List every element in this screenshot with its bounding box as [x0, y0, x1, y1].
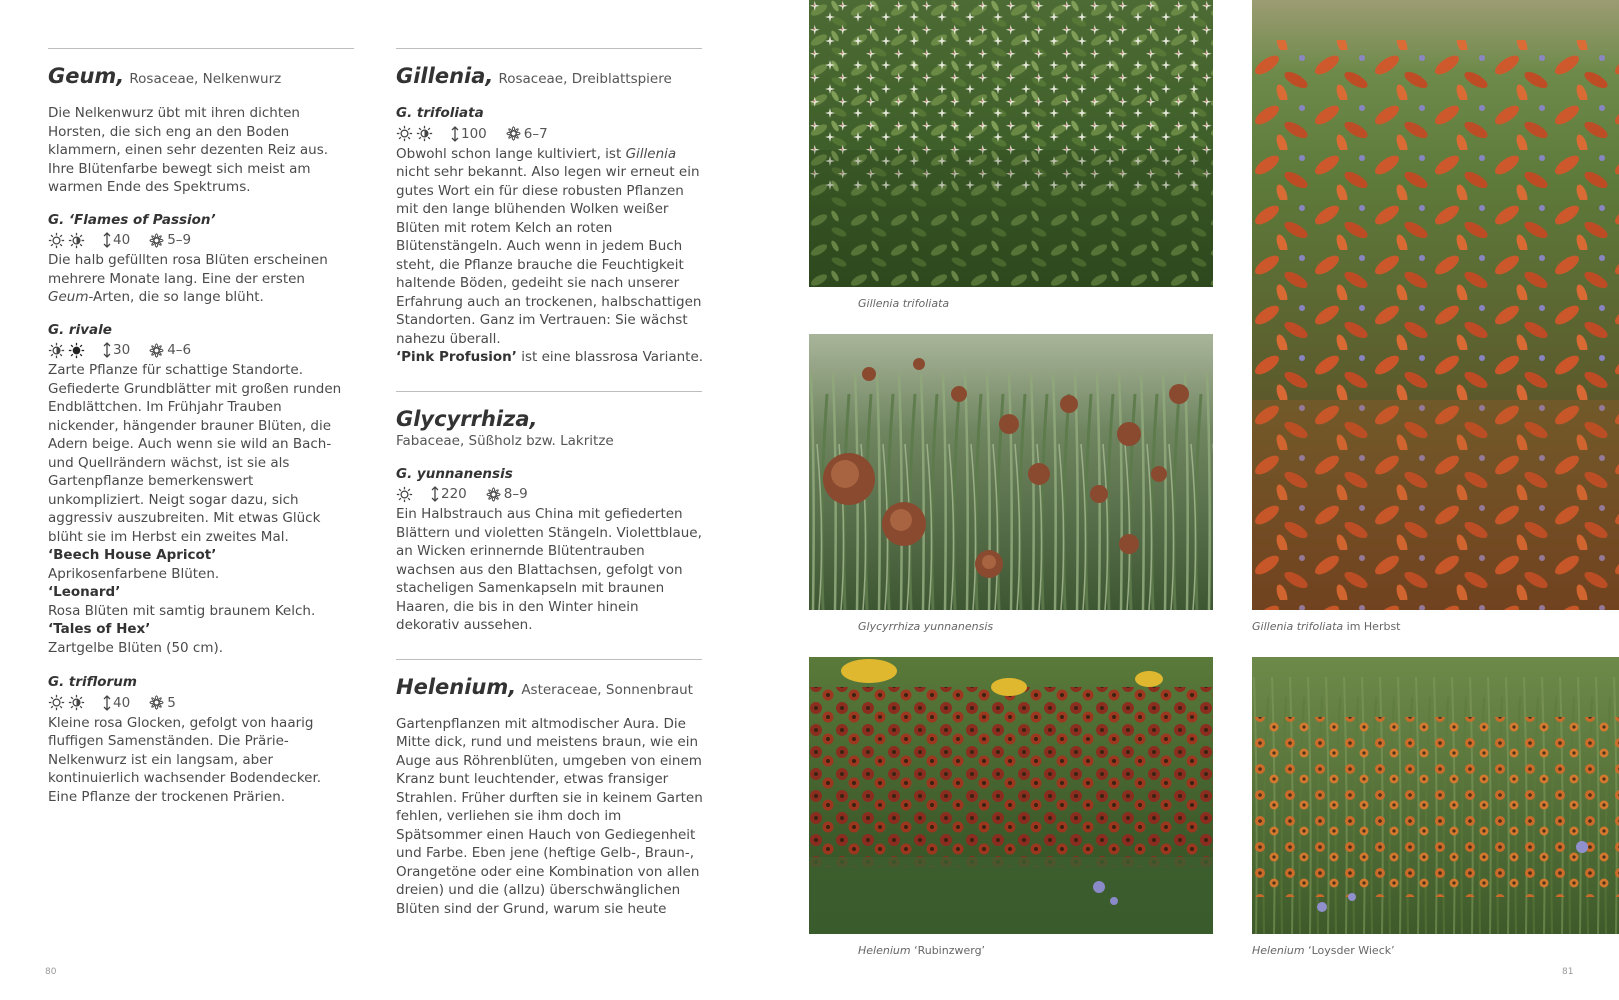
bloom-value: 5 [148, 693, 176, 713]
bloom-value: 4–6 [148, 340, 191, 360]
column-1 [48, 48, 348, 820]
height-value: 220 [431, 484, 467, 504]
photo-helenium-loysder-wieck [1252, 657, 1619, 934]
species-entry-yunnanensis [396, 465, 704, 635]
light-icons [48, 232, 85, 249]
species-description: Ein Halbstrauch aus China mit gefiederten Blättern und violetten Stängeln. Violettblaue, an Wicken erinnernde Blütentrauben wachsen aus den Blattachsen, gefolgt von stacheligen Samenkapseln mit braunen Haaren, die bis in den Winter hinein dekorativ aussehen. [396, 506, 702, 634]
height-arrow-icon [431, 486, 439, 502]
species-entry-trifoliata [396, 104, 704, 367]
cultivar-description: Zartgelbe Blüten (50 cm). [48, 639, 224, 656]
photo-caption: Helenium ‘Rubinzwerg’ [858, 944, 986, 957]
column-2 [396, 48, 704, 932]
genus-heading-gillenia: Gillenia, Rosaceae, Dreiblattspiere [396, 64, 672, 88]
half-shade-icon [48, 342, 65, 359]
species-name: G. triflorum [48, 674, 137, 691]
photo-helenium-rubinzwerg [809, 657, 1213, 934]
height-arrow-icon [103, 232, 111, 248]
photo-caption: Helenium ‘Loysder Wieck’ [1252, 944, 1395, 957]
genus-heading-glycyrrhiza: Glycyrrhiza, Fabaceae, Süßholz bzw. Lakritze [396, 406, 614, 450]
flower-icon [485, 486, 502, 503]
species-entry-triflorum [48, 673, 348, 806]
genus-heading-geum [48, 63, 348, 90]
section-rule [48, 48, 354, 49]
sun-icon [396, 125, 413, 142]
species-name: G. trifoliata [396, 105, 484, 122]
species-description: Die halb gefüllten rosa Blüten erscheinen mehrere Monate lang. Eine der ersten Geum-Arten, die so lange blüht. [48, 252, 328, 306]
section-rule [396, 391, 702, 392]
photo-glycyrrhiza-yunnanensis [809, 334, 1213, 610]
light-icons [396, 486, 413, 503]
cultivar-description: Aprikosenfarbene Blüten. [48, 565, 220, 582]
photo-caption: Gillenia trifoliata im Herbst [1252, 620, 1401, 633]
photo-gillenia-autumn [1252, 0, 1619, 610]
height-value: 40 [103, 693, 130, 713]
page-number-right: 81 [1562, 967, 1574, 977]
cultivar-name: ‘Leonard’ [48, 584, 121, 601]
bloom-value: 6–7 [505, 124, 548, 144]
half-shade-icon [416, 125, 433, 142]
half-shade-icon [68, 232, 85, 249]
species-meta [396, 484, 704, 504]
cultivar-name: ‘Beech House Apricot’ [48, 547, 217, 564]
species-meta [48, 340, 348, 360]
bloom-value: 8–9 [485, 484, 528, 504]
species-description: Kleine rosa Glocken, gefolgt von haarig fluffigen Samenständen. Die Prärie-Nelkenwurz ist ein langsam, aber kontinuierlich wachsender Bodendecker. Eine Pflanze der trockenen Prärien. [48, 714, 322, 805]
cultivar-line: ‘Pink Profusion’ ist eine blassrosa Variante. [396, 349, 704, 366]
species-meta [48, 230, 348, 250]
half-shade-icon [68, 694, 85, 711]
species-description: Zarte Pflanze für schattige Standorte. Gefiederte Grundblätter mit großen runden Endblättchen. Im Frühjahr Trauben nickender, hängender brauner Blüten, die Adern beige. Auch wenn sie wild an Bach- und Quellrändern wächst, ist sie als Gartenpflanze bemerkenswert unkompliziert. Neigt sogar dazu, sich aggressiv auszubreiten. Mit etwas Glück blüht sie im Herbst ein zweites Mal. [48, 362, 342, 545]
cultivar-description: Rosa Blüten mit samtig braunem Kelch. [48, 602, 316, 619]
height-value: 100 [451, 124, 487, 144]
light-icons [48, 342, 85, 359]
height-value: 40 [103, 230, 130, 250]
species-description: Obwohl schon lange kultiviert, ist Gillenia nicht sehr bekannt. Also legen wir erneut ein gutes Wort ein für diese robusten Pflanzen mit den lange blühenden Wolken weißer Blüten mit rotem Kelch an roten Blütenstängeln. Auch wenn in jedem Buch steht, die Pflanze brauche die Feuchtigkeit haltende Böden, gedeiht sie nach unserer Erfahrung auch an trockenen, halbschattigen Standorten. Ganz im Vertrauen: Sie wächst nahezu überall. [396, 145, 702, 347]
species-entry-rivale [48, 321, 348, 658]
cultivar-name: ‘Tales of Hex’ [48, 621, 151, 638]
section-rule [396, 48, 702, 49]
photo-caption: Gillenia trifoliata [858, 297, 950, 310]
genus-intro: Gartenpflanzen mit altmodischer Aura. Die Mitte dick, rund und meistens braun, wie ein Auge aus Röhrenblüten, umgeben von einem Kranz bunt leuchtender, etwas fransiger Strahlen. Früher durften sie in keinem Garten fehlen, verliehen sie ihm doch im Spätsommer einen Hauch von Gediegenheit und Farbe. Eben jene (heftige Gelb-, Braun-, Orangetöne oder eine Kombination von allen dreien) und die (allzu) überschwänglichen Blüten sind der Grund, warum sie heute [396, 715, 703, 917]
genus-name: Geum, [48, 64, 125, 88]
species-meta [396, 124, 704, 144]
sun-icon [48, 232, 65, 249]
light-icons [48, 694, 85, 711]
species-name: G. yunnanensis [396, 465, 513, 482]
sun-icon [396, 486, 413, 503]
genus-heading-helenium: Helenium, Asteraceae, Sonnenbraut [396, 674, 693, 699]
height-arrow-icon [103, 342, 111, 358]
genus-intro: Die Nelkenwurz übt mit ihren dichten Horsten, die sich eng an den Boden klammern, einen sehr dezenten Reiz aus. Ihre Blütenfarbe bewegt sich meist am warmen Ende des Spektrums. [48, 105, 329, 196]
species-entry-flames [48, 211, 348, 307]
flower-icon [148, 342, 165, 359]
shade-icon [68, 342, 85, 359]
height-value: 30 [103, 340, 130, 360]
sun-icon [48, 694, 65, 711]
height-arrow-icon [103, 695, 111, 711]
section-rule [396, 659, 702, 660]
species-meta [48, 693, 348, 713]
species-name: G. ‘Flames of Passion’ [48, 211, 216, 228]
species-name: G. rivale [48, 321, 112, 338]
genus-family: Rosaceae, Nelkenwurz [129, 71, 282, 87]
photo-gillenia-trifoliata [809, 0, 1213, 287]
photo-caption: Glycyrrhiza yunnanensis [858, 620, 994, 633]
light-icons [396, 125, 433, 142]
page-number-left: 80 [45, 967, 57, 977]
height-arrow-icon [451, 126, 459, 142]
flower-icon [505, 125, 522, 142]
flower-icon [148, 232, 165, 249]
flower-icon [148, 694, 165, 711]
bloom-value: 5–9 [148, 230, 191, 250]
